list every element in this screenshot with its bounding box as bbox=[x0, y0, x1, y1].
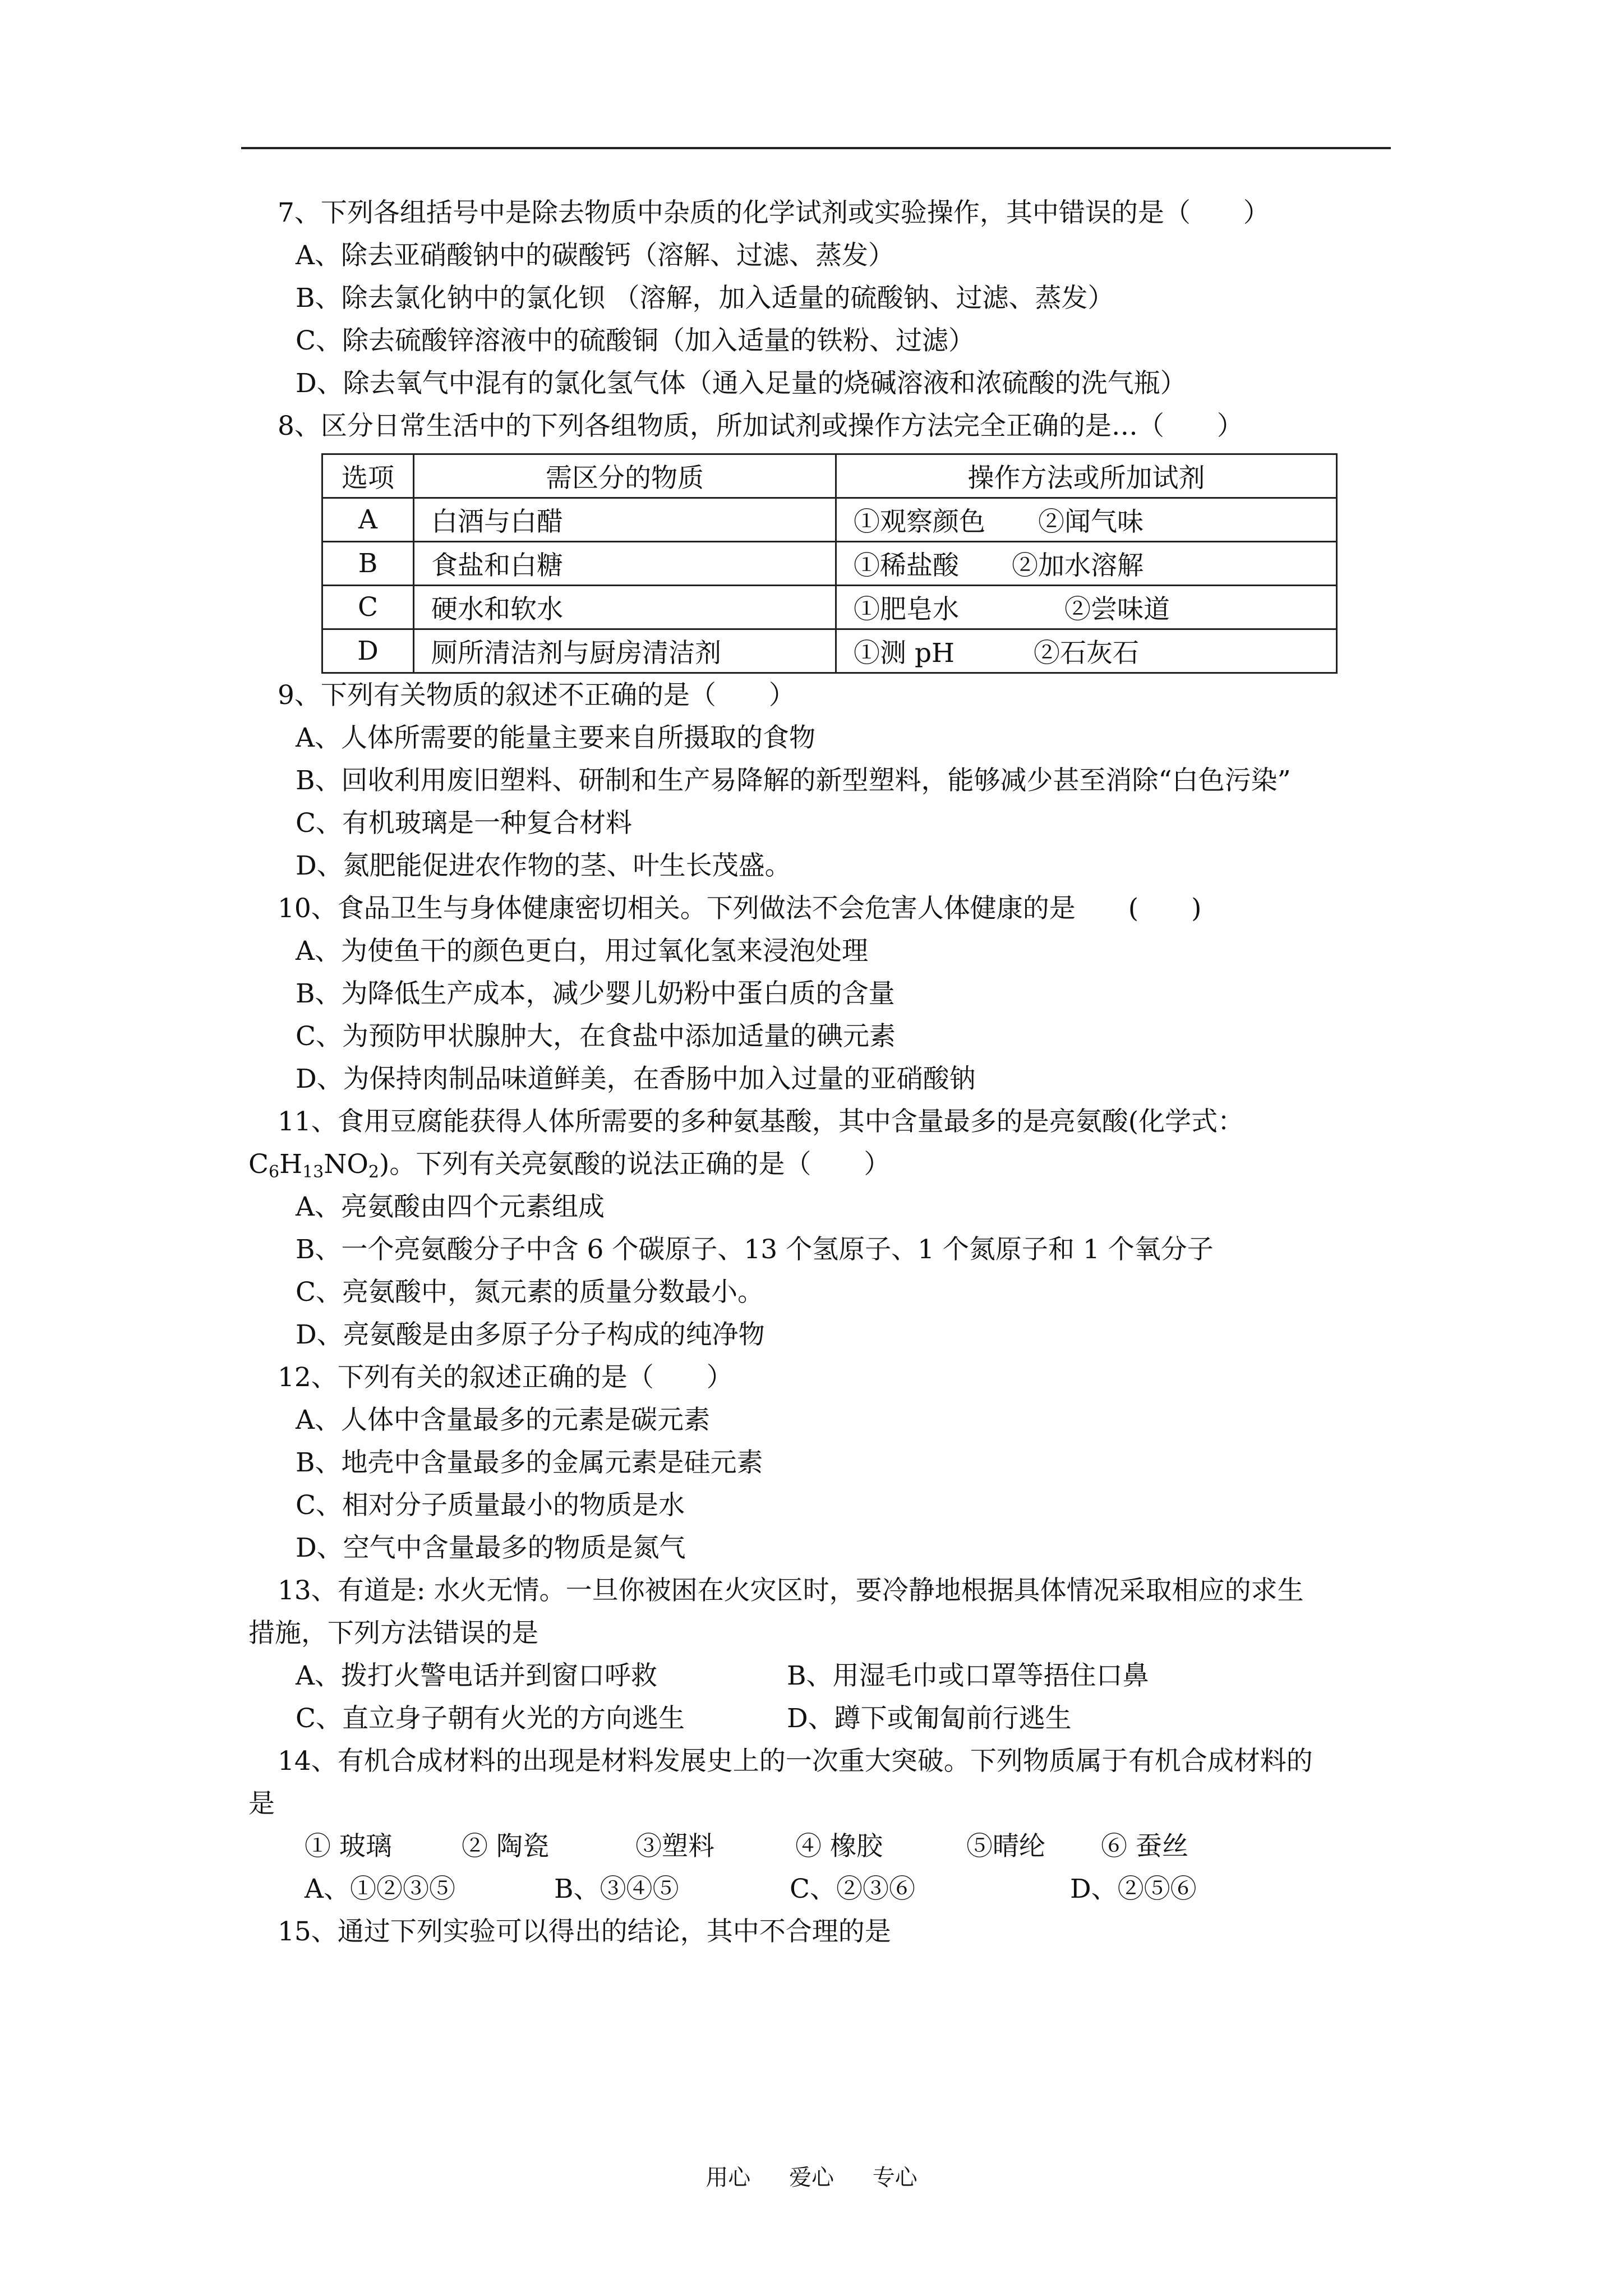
table-cell: ①肥皂水 ②尝味道 bbox=[836, 586, 1337, 629]
formula-subscript: 2 bbox=[368, 1162, 380, 1182]
formula-element-h: H bbox=[279, 1149, 303, 1180]
formula-element-no: NO bbox=[324, 1149, 368, 1180]
q13-stem-line2: 措施，下列方法错误的是 bbox=[248, 1618, 538, 1649]
q13-option-c: C、直立身子朝有火光的方向逃生 bbox=[296, 1703, 685, 1734]
q10-option-b: B、为降低生产成本，减少婴儿奶粉中蛋白质的含量 bbox=[296, 978, 895, 1009]
table-cell: A bbox=[322, 498, 414, 542]
q13-option-b: B、用湿毛巾或口罩等捂住口鼻 bbox=[787, 1660, 1149, 1691]
table-cell: 食盐和白糖 bbox=[414, 542, 836, 586]
page-footer bbox=[0, 2160, 1623, 2192]
q11-option-b: B、一个亮氨酸分子中含 6 个碳原子、13 个氢原子、1 个氮原子和 1 个氧分子 bbox=[296, 1234, 1214, 1265]
q14-item: ⑤晴纶 bbox=[966, 1831, 1045, 1862]
q7-option-b: B、除去氯化钠中的氯化钡 （溶解，加入适量的硫酸钠、过滤、蒸发） bbox=[296, 283, 1114, 314]
q9-option-d: D、氮肥能促进农作物的茎、叶生长茂盛。 bbox=[296, 850, 791, 881]
q9-option-b: B、回收利用废旧塑料、研制和生产易降解的新型塑料，能够减少甚至消除“白色污染” bbox=[296, 765, 1291, 796]
table-cell: 白酒与白醋 bbox=[414, 498, 836, 542]
q10-option-a: A、为使鱼干的颜色更白，用过氧化氢来浸泡处理 bbox=[296, 936, 868, 967]
q12-option-b: B、地壳中含量最多的金属元素是硅元素 bbox=[296, 1447, 763, 1478]
formula-subscript: 6 bbox=[268, 1162, 280, 1182]
q11-stem-line1: 11、食用豆腐能获得人体所需要的多种氨基酸，其中含量最多的是亮氨酸(化学式： bbox=[278, 1106, 1244, 1137]
q7-option-a: A、除去亚硝酸钠中的碳酸钙（溶解、过滤、蒸发） bbox=[296, 240, 895, 271]
q11-stem-line2 bbox=[248, 1148, 890, 1189]
table-cell: D bbox=[322, 629, 414, 673]
q9-option-c: C、有机玻璃是一种复合材料 bbox=[296, 808, 632, 839]
formula-close-paren: ) bbox=[379, 1149, 390, 1180]
q14-item: ② 陶瓷 bbox=[462, 1831, 549, 1862]
formula-subscript: 13 bbox=[302, 1162, 324, 1182]
q12-stem: 12、下列有关的叙述正确的是（ ） bbox=[278, 1362, 733, 1393]
q14-item: ③塑料 bbox=[635, 1831, 714, 1862]
table-header-cell: 操作方法或所加试剂 bbox=[836, 454, 1337, 498]
q12-option-d: D、空气中含量最多的物质是氮气 bbox=[296, 1533, 686, 1563]
q13-option-d: D、蹲下或匍匐前行逃生 bbox=[787, 1703, 1072, 1734]
footer-word: 用心 bbox=[706, 2165, 751, 2191]
q12-option-c: C、相对分子质量最小的物质是水 bbox=[296, 1490, 685, 1521]
table-header-cell: 需区分的物质 bbox=[414, 454, 836, 498]
q9-option-a: A、人体所需要的能量主要来自所摄取的食物 bbox=[296, 723, 815, 753]
table-row bbox=[322, 498, 1337, 542]
table-header-row bbox=[322, 454, 1337, 498]
footer-word: 爱心 bbox=[789, 2165, 834, 2191]
q11-stem-rest: 。下列有关亮氨酸的说法正确的是（ ） bbox=[389, 1149, 891, 1180]
q7-stem: 7、下列各组括号中是除去物质中杂质的化学试剂或实验操作，其中错误的是（ ） bbox=[278, 197, 1270, 228]
table-cell: C bbox=[322, 586, 414, 629]
table-cell: ①测 pH ②石灰石 bbox=[836, 629, 1337, 673]
q7-option-d: D、除去氧气中混有的氯化氢气体（通入足量的烧碱溶液和浓硫酸的洗气瓶） bbox=[296, 368, 1187, 399]
q14-option-d: D、②⑤⑥ bbox=[1070, 1874, 1197, 1904]
table-row bbox=[322, 629, 1337, 673]
formula-element-c: C bbox=[248, 1149, 269, 1180]
q10-option-d: D、为保持肉制品味道鲜美，在香肠中加入过量的亚硝酸钠 bbox=[296, 1064, 976, 1094]
q14-option-a: A、①②③⑤ bbox=[305, 1874, 455, 1904]
q13-stem-line1: 13、有道是: 水火无情。一旦你被困在火灾区时，要冷静地根据具体情况采取相应的求生 bbox=[278, 1575, 1304, 1606]
table-cell: 硬水和软水 bbox=[414, 586, 836, 629]
q10-stem: 10、食品卫生与身体健康密切相关。下列做法不会危害人体健康的是 ( ) bbox=[278, 893, 1202, 924]
q11-option-c: C、亮氨酸中，氮元素的质量分数最小。 bbox=[296, 1277, 764, 1308]
q15-stem: 15、通过下列实验可以得出的结论，其中不合理的是 bbox=[278, 1916, 891, 1947]
table-cell: 厕所清洁剂与厨房清洁剂 bbox=[414, 629, 836, 673]
q14-stem-line1: 14、有机合成材料的出现是材料发展史上的一次重大突破。下列物质属于有机合成材料的 bbox=[278, 1746, 1313, 1777]
q14-stem-line2: 是 bbox=[248, 1788, 275, 1819]
table-cell: ①观察颜色 ②闻气味 bbox=[836, 498, 1337, 542]
table-row bbox=[322, 542, 1337, 586]
q14-item: ① 玻璃 bbox=[305, 1831, 392, 1862]
header-rule bbox=[241, 147, 1391, 149]
q11-option-a: A、亮氨酸由四个元素组成 bbox=[296, 1191, 605, 1222]
q12-option-a: A、人体中含量最多的元素是碳元素 bbox=[296, 1405, 710, 1435]
table-row bbox=[322, 586, 1337, 629]
q8-table bbox=[321, 453, 1338, 674]
q9-stem: 9、下列有关物质的叙述不正确的是（ ） bbox=[278, 680, 795, 711]
q7-option-c: C、除去硫酸锌溶液中的硫酸铜（加入适量的铁粉、过滤） bbox=[296, 325, 975, 356]
table-cell: B bbox=[322, 542, 414, 586]
q14-item: ④ 橡胶 bbox=[795, 1831, 883, 1862]
table-header-cell: 选项 bbox=[322, 454, 414, 498]
q8-stem: 8、区分日常生活中的下列各组物质，所加试剂或操作方法完全正确的是…（ ） bbox=[278, 411, 1243, 441]
table-cell: ①稀盐酸 ②加水溶解 bbox=[836, 542, 1337, 586]
q13-option-a: A、拨打火警电话并到窗口呼救 bbox=[296, 1660, 657, 1691]
q14-option-b: B、③④⑤ bbox=[554, 1874, 679, 1904]
q10-option-c: C、为预防甲状腺肿大，在食盐中添加适量的碘元素 bbox=[296, 1021, 896, 1052]
q14-option-c: C、②③⑥ bbox=[790, 1874, 915, 1904]
q14-item: ⑥ 蚕丝 bbox=[1101, 1831, 1188, 1862]
q11-option-d: D、亮氨酸是由多原子分子构成的纯净物 bbox=[296, 1319, 765, 1350]
footer-word: 专心 bbox=[872, 2165, 917, 2191]
